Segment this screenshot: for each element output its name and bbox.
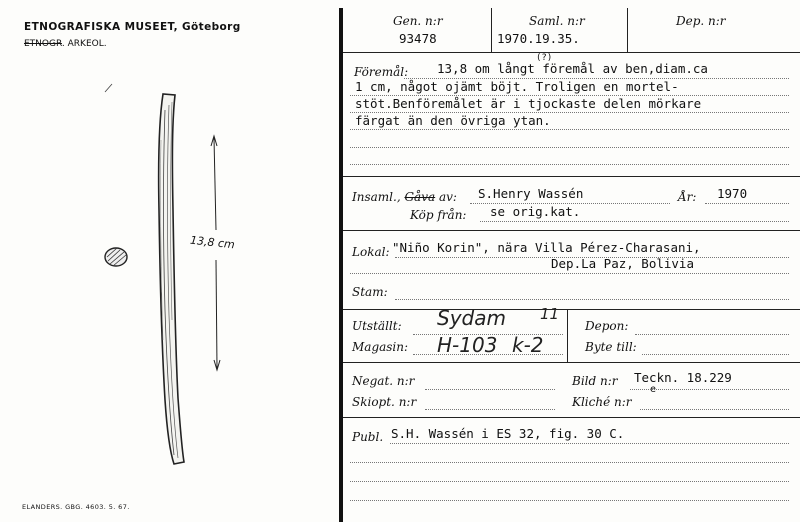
magasin-label: Magasin: — [352, 340, 409, 354]
magasin-dots — [413, 354, 563, 355]
ar-value: 1970 — [717, 186, 748, 201]
bild-label: Bild n:r — [572, 374, 618, 388]
utstallt-label: Utställt: — [352, 319, 402, 333]
lokal-line-2: Dep.La Paz, Bolivia — [551, 256, 694, 271]
insaml-rule — [343, 230, 800, 231]
publ-dots-2 — [350, 462, 789, 463]
byte-till-label: Byte till: — [585, 340, 637, 354]
bone-pestle-sketch — [159, 94, 184, 464]
bild-dots — [630, 389, 789, 390]
bild-value: Teckn. 18.229 — [634, 370, 732, 385]
foremal-line-3: stöt.Benföremålet är i tjockaste delen mörkare — [355, 96, 702, 111]
publ-value: S.H. Wassén i ES 32, fig. 30 C. — [391, 426, 625, 441]
saml-nr-label: Saml. n:r — [529, 14, 585, 28]
byte-dots — [642, 354, 789, 355]
department-line — [24, 39, 107, 49]
depon-dots — [635, 334, 789, 335]
department-name: . ARKEOL. — [61, 39, 107, 49]
stam-label: Stam: — [352, 285, 388, 299]
object-drawing — [90, 80, 270, 470]
insaml-text: Insaml., — [352, 190, 401, 204]
foremal-dots-5 — [350, 147, 789, 148]
lokal-rule — [343, 309, 800, 310]
skiopt-dots — [425, 409, 555, 410]
top-row-separator-1 — [491, 8, 492, 52]
magasin-handwritten: H-103 — [437, 333, 498, 357]
kliche-dots — [640, 409, 789, 410]
depon-label: Depon: — [585, 319, 629, 333]
lokal-dots-1 — [395, 257, 789, 258]
publ-label: Publ. — [352, 430, 384, 444]
utstallt-handwritten-number: 11 — [540, 305, 560, 323]
top-row-separator-2 — [627, 8, 628, 52]
utst-rule — [343, 362, 800, 363]
insaml-label — [352, 190, 457, 204]
gen-nr-value: 93478 — [399, 31, 437, 46]
foremal-rule — [343, 176, 800, 177]
gava-struck: Gåva — [404, 190, 436, 204]
kliche-label: Kliché n:r — [572, 395, 632, 409]
utstallt-dots — [413, 334, 563, 335]
dimension-label: 13,8 cm — [189, 233, 236, 252]
negat-rule — [343, 417, 800, 418]
kop-dots — [480, 221, 789, 222]
bild-value-sub: e — [650, 384, 657, 395]
publ-dots-3 — [350, 481, 789, 482]
stam-dots — [395, 299, 789, 300]
utstallt-handwritten: Sydam — [437, 306, 506, 330]
museum-title: ETNOGRAFISKA MUSEET, Göteborg — [24, 21, 241, 33]
saml-nr-value: 1970.19.35. — [497, 31, 580, 46]
negat-dots — [425, 389, 555, 390]
foremal-line-4: färgat än den övriga ytan. — [355, 113, 551, 128]
ar-label: År: — [678, 190, 697, 204]
foremal-annotation: (?) — [536, 53, 553, 63]
insaml-av: av: — [438, 190, 457, 204]
insaml-value: S.Henry Wassén — [478, 186, 584, 201]
dimension-arrow — [211, 136, 220, 370]
card-divider — [339, 8, 343, 522]
lokal-dots-2 — [350, 273, 789, 274]
kop-fran-label: Köp från: — [410, 208, 467, 222]
magasin-handwritten-k: k-2 — [512, 333, 544, 357]
foremal-dots-4 — [350, 129, 789, 130]
gen-nr-label: Gen. n:r — [393, 14, 443, 28]
foremal-dots-1 — [404, 78, 789, 79]
dep-nr-label: Dep. n:r — [676, 14, 726, 28]
publ-dots-4 — [350, 500, 789, 501]
foremal-dots-3 — [350, 112, 789, 113]
foremal-dots-2 — [350, 95, 789, 96]
foremal-label: Föremål: — [354, 65, 409, 79]
printer-imprint: ELANDERS. GBG. 4603. 5. 67. — [22, 503, 130, 511]
skiopt-label: Skiopt. n:r — [352, 395, 417, 409]
utst-separator — [567, 309, 568, 362]
foremal-dots-6 — [350, 164, 789, 165]
department-struck: ETNOGR — [24, 39, 62, 49]
foremal-line-1: 13,8 om långt föremål av ben,diam.ca — [437, 61, 708, 76]
foremal-line-2: 1 cm, något ojämt böjt. Troligen en mortel- — [355, 79, 679, 94]
cross-section-sketch — [105, 248, 127, 266]
lokal-label: Lokal: — [352, 245, 390, 259]
kop-fran-value: se orig.kat. — [490, 204, 581, 219]
lokal-line-1: "Niño Korin", nära Villa Pérez-Charasani, — [392, 240, 701, 255]
publ-dots-1 — [390, 443, 789, 444]
ar-dots — [705, 203, 789, 204]
top-row-rule — [343, 52, 800, 53]
negat-label: Negat. n:r — [352, 374, 415, 388]
